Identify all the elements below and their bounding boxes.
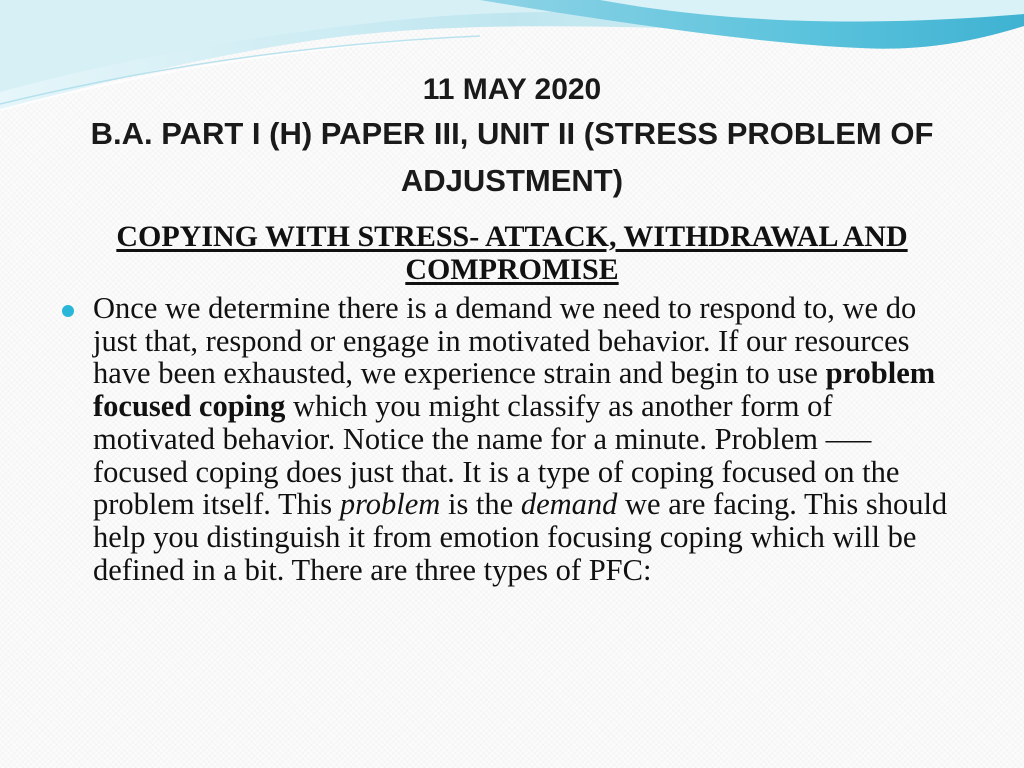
slide-title: B.A. PART I (H) PAPER III, UNIT II (STRESS PROBLEM OF ADJUSTMENT) <box>90 116 934 198</box>
italic-term-demand: demand <box>520 487 618 522</box>
text-segment-1: Once we determine there is a demand we need to respond to, we do just that, respond or engage in motivated behavior. If our resources have been exhausted, we experience strain and begin to use <box>93 291 917 391</box>
bold-term: problem focused coping <box>93 356 936 424</box>
slide-header <box>0 70 1024 204</box>
text-segment-3: is the <box>440 487 521 522</box>
bullet-item <box>62 292 962 586</box>
bullet-dot-icon <box>62 305 74 317</box>
slide-subtitle: COPYING WITH STRESS- ATTACK, WITHDRAWAL AND COMPROMISE <box>116 220 908 286</box>
slide-date: 11 MAY 2020 <box>422 73 602 106</box>
text-segment-4: we are facing. This should help you distinguish it from emotion focusing coping which will be defined in a bit. There are three types of PFC: <box>93 487 948 587</box>
italic-term-problem: problem <box>339 487 441 522</box>
bullet-list <box>62 292 962 586</box>
text-segment-2: which you might classify as another form of motivated behavior. Notice the name for a minute. Problem —– focused coping does just that. It is a type of coping focused on the problem itself. This <box>93 389 900 522</box>
bullet-paragraph <box>93 291 947 587</box>
